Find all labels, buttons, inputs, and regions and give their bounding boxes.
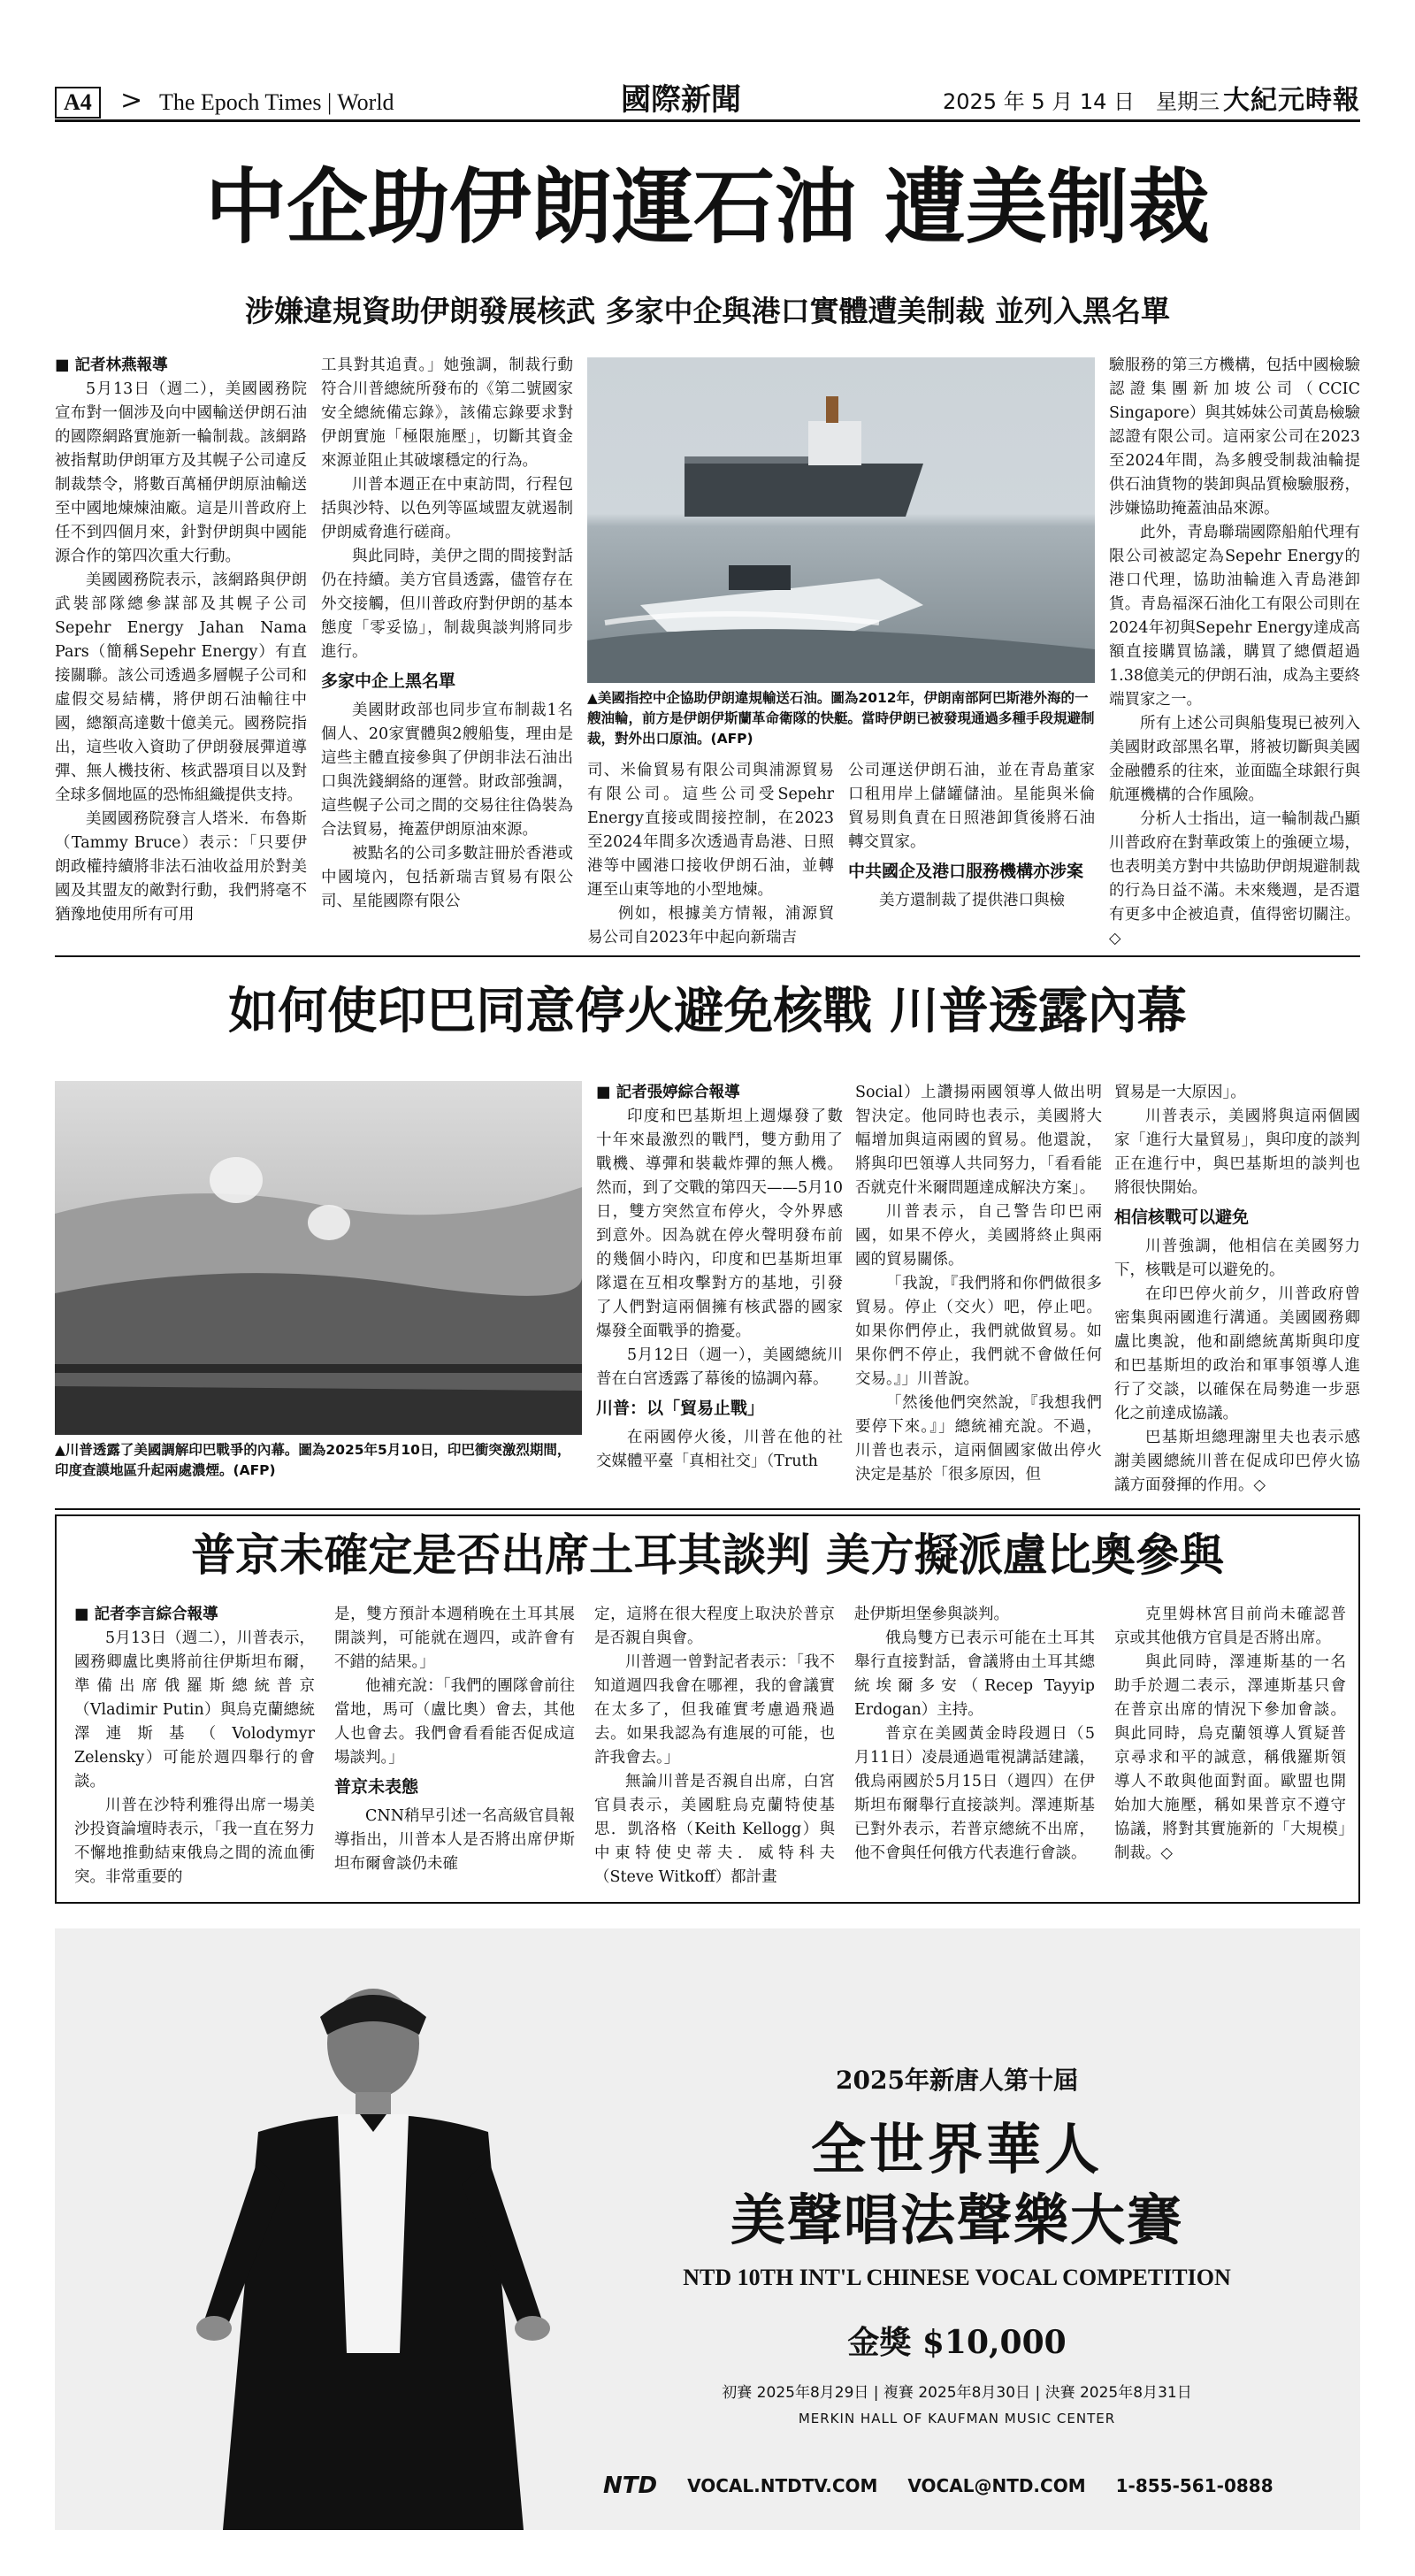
smoke-photo — [55, 1081, 582, 1435]
ad-edition: 2025年新唐人第十屆 — [836, 2066, 1078, 2095]
ad-title-2: 美聲唱法聲樂大賽 — [730, 2188, 1183, 2252]
ad-prize: 金獎 $10,000 — [847, 2324, 1067, 2361]
story2-headline: 如何使印巴同意停火避免核戰 川普透露內幕 — [228, 983, 1187, 1040]
ad-email[interactable]: VOCAL@NTD.COM — [907, 2475, 1086, 2496]
ad-website[interactable]: VOCAL.NTDTV.COM — [687, 2475, 878, 2496]
ad-title-en: NTD 10TH INT'L CHINESE VOCAL COMPETITION — [683, 2265, 1231, 2290]
story1-headline: 中企助伊朗運石油 遭美制裁 — [204, 160, 1211, 255]
issue-date: 2025 年 5 月 14 日 星期三 — [943, 89, 1220, 114]
vocal-competition-ad — [55, 1928, 1360, 2530]
newspaper-logo: 大紀元時報 — [1223, 85, 1360, 116]
story3-col5: 克里姆林宮目前尚未確認普京或其他俄方官員是否將出席。 與此同時，澤連斯基的一名助手於週二表示，澤連斯基只會在普京出席的情況下參加會談。與此同時，烏克蘭領導人質疑普京尋求和平的誠意，稱俄羅斯領導人不敢與他面對面。歐盟也開始加大施壓，稱如果普京不遵守協議，將對其實施新的「大規模」制裁。◇ — [1114, 1606, 1346, 1862]
story3-col1: ■ 記者李言綜合報導 5月13日（週二），川普表示，國務卿盧比奧將前往伊斯坦布爾，準備出席俄羅斯總統普京（Vladimir Putin）與烏克蘭總統澤連斯基（Volodymyr Zelensky）可能於週四舉行的會談。 川普在沙特利雅得出席一場美沙投資論壇時表示，「我一直在努力不懈地推動結束俄烏之間的流血衝突。非常重要的 — [74, 1606, 315, 1886]
story2-col2: Social）上讚揚兩國領導人做出明智決定。他同時也表示，美國將大幅增加與這兩國的貿易。他還說，將與印巴領導人共同努力，「看看能否就克什米爾問題達成解決方案」。 川普表示，自己警告印巴兩國，如果不停火，美國將終止與兩國的貿易關係。 「我說，『我們將和你們做很多貿易。停止（交火）吧，停止吧。如果你們停止，我們就做貿易。如果你們不停止，我們就不會做任何交易。』」川普說。 「然後他們突然說，『我想我們要停下來。』」總統補充說。不過，川普也表示，這兩個國家做出停火決定是基於「很多原因，但 — [855, 1084, 1102, 1484]
story2-col3: 貿易是一大原因」。 川普表示，美國將與這兩個國家「進行大量貿易」，與印度的談判正在進行中，與巴基斯坦的談判也將很快開始。 相信核戰可以避免 川普強調，他相信在美國努力下，核戰是可以避免的。 在印巴停火前夕，川普政府曾密集與兩國進行溝通。美國國務卿盧比奧說，他和副總統萬斯與印度和巴基斯坦的政治和軍事領導人進行了交談，以確保在局勢進一步惡化之前達成協議。 巴基斯坦總理謝里夫也表示感謝美國總統川普在促成印巴停火協議方面發揮的作用。◇ — [1114, 1084, 1360, 1494]
divider — [55, 955, 1360, 957]
page-number: A4 — [55, 87, 101, 119]
story1-col1: ■ 記者林燕報導 5月13日（週二），美國國務院宣布對一個涉及向中國輸送伊朗石油的國際網路實施新一輪制裁。該網路被指幫助伊朗軍方及其幌子公司違反制裁禁令，將數百萬桶伊朗原油輸送至中國地煉煉油廠。這是川普政府上任不到四個月來，針對伊朗與中國能源合作的第四次重大行動。 美國國務院表示，該網路與伊朗武裝部隊總參謀部及其幌子公司 Sepehr Energy Jahan Nama Pars（簡稱Sepehr Energy）有直接關聯。該公司透過多層幌子公司和虛假交易結構，將伊朗石油輸往中國，總額高達數十億美元。國務院指出，這些收入資助了伊朗發展彈道導彈、無人機技術、核武器項目以及對全球多個地區的恐怖組織提供支持。 美國國務院發言人塔米．布魯斯（Tammy Bruce）表示：「只要伊朗政權持續將非法石油收益用於對美國及其盟友的敵對行動，我們將毫不猶豫地使用所有可用 — [55, 356, 307, 924]
story3-headline: 普京未確定是否出席土耳其談判 美方擬派盧比奧參與 — [191, 1530, 1224, 1581]
ad-phone: 1-855-561-0888 — [1115, 2475, 1274, 2496]
story1-photo-caption: ▲美國指控中企協助伊朗違規輸送石油。圖為2012年，伊朗南部阿巴斯港外海的一艘油輪，前方是伊朗伊斯蘭革命衛隊的快艇。當時伊朗已被發現通過多種手段規避制裁，對外出口原油。(AFP) — [587, 690, 1095, 747]
tanker-illustration — [587, 357, 1095, 683]
landscape-illustration — [55, 1081, 582, 1435]
story1-subhead: 涉嫌違規資助伊朗發展核武 多家中企與港口實體遭美制裁 並列入黑名單 — [245, 294, 1170, 328]
chevron-right-icon: > — [120, 85, 143, 116]
ad-title-1: 全世界華人 — [810, 2117, 1103, 2181]
story3-col4: 赴伊斯坦堡參與談判。 俄烏雙方已表示可能在土耳其舉行直接對話，會議將由土耳其總統埃爾多安（Recep Tayyip Erdogan）主持。 普京在美國黃金時段週日（5月11日）凌晨通過電視講話建議，俄烏兩國於5月15日（週四）在伊斯坦布爾舉行直接談判。澤連斯基已對外表示，若普京總統不出席，他不會與任何俄方代表進行會談。 — [854, 1606, 1095, 1862]
ad-schedule: 初賽 2025年8月29日 | 複賽 2025年8月30日 | 決賽 2025年8月31日 — [722, 2384, 1192, 2402]
page-header — [55, 81, 1360, 122]
ntd-logo: NTD — [603, 2472, 658, 2499]
story1-col5: 驗服務的第三方機構，包括中國檢驗認證集團新加坡公司（CCIC Singapore）與其姊妹公司黃島檢驗認證有限公司。這兩家公司在2023至2024年間，為多艘受制裁油輪提供石油貨物的裝卸與品質檢驗服務，涉嫌協助掩蓋油品來源。 此外，青島聯瑞國際船舶代理有限公司被認定為Sepehr Energy的港口代理，協助油輪進入青島港卸貨。青島福深石油化工有限公司則在2024年初與Sepehr Energy達成高額直接購買協議，購買了總價超過1.38億美元的伊朗石油，成為主要終端買家之一。 所有上述公司與船隻現已被列入美國財政部黑名單，將被切斷與美國金融體系的往來，並面臨全球銀行與航運機構的合作風險。 分析人士指出，這一輪制裁凸顯川普政府在對華政策上的強硬立場，也表明美方對中共協助伊朗規避制裁的行為日益不滿。未來幾週，是否還有更多中企被追責，值得密切關注。◇ — [1109, 356, 1360, 947]
story3-col3: 定，這將在很大程度上取決於普京是否親自與會。 川普週一曾對記者表示：「我不知道週四我會在哪裡，我的會議實在太多了，但我確實考慮過飛過去。如果我認為有進展的可能，也許我會去。」 無論川普是否親自出席，白宮官員表示，美國駐烏克蘭特使基思．凱洛格（Keith Kellogg）與中東特使史蒂夫．威特科夫（Steve Witkoff）都計畫 — [594, 1606, 835, 1886]
story1-col2: 工具對其追責。」她強調，制裁行動符合川普總統所發布的《第二號國家安全總統備忘錄》，該備忘錄要求對伊朗實施「極限施壓」，切斷其資金來源並阻止其破壞穩定的行為。 川普本週正在中東訪問，行程包括與沙特、以色列等區域盟友就遏制伊朗威脅進行磋商。 與此同時，美伊之間的間接對話仍在持續。美方官員透露，儘管存在外交接觸，但川普政府對伊朗的基本態度「零妥協」，制裁與談判將同步進行。 多家中企上黑名單 美國財政部也同步宣布制裁1名個人、20家實體與2艘船隻，理由是這些主體直接參與了伊朗非法石油出口與洗錢網絡的運營。財政部強調，這些幌子公司之間的交易往往偽裝為合法貿易，掩蓋伊朗原油來源。 被點名的公司多數註冊於香港或中國境內，包括新瑞吉貿易有限公司、星能國際有限公 — [321, 356, 573, 910]
tanker-photo — [587, 357, 1095, 683]
brand-name: The Epoch Times | World — [159, 89, 394, 115]
singer-illustration — [187, 1982, 559, 2530]
story1-col3: 司、米倫貿易有限公司與浦源貿易有限公司。這些公司受Sepehr Energy直接或間接控制，在2023至2024年間多次透過青島港、日照港等中國港口接收伊朗石油，並轉運至山東等地的小型地煉。 例如，根據美方情報，浦源貿易公司自2023年中起向新瑞吉 — [587, 762, 834, 947]
divider — [55, 1508, 1360, 1510]
ad-contact-bar — [603, 2472, 1328, 2499]
story3-col2: 是，雙方預計本週稍晚在土耳其展開談判，可能就在週四，或許會有不錯的結果。」 他補充說：「我們的團隊會前往當地，馬可（盧比奧）會去，其他人也會去。我們會看看能否促成這場談判。」 普京未表態 CNN稍早引述一名高級官員報導指出，川普本人是否將出席伊斯坦布爾會談仍未確 — [334, 1606, 575, 1873]
ad-venue: MERKIN HALL OF KAUFMAN MUSIC CENTER — [798, 2411, 1116, 2426]
story2-photo-caption: ▲川普透露了美國調解印巴戰爭的內幕。圖為2025年5月10日，印巴衝突激烈期間，印度查謨地區升起兩處濃煙。(AFP) — [55, 1442, 571, 1478]
section-title: 國際新聞 — [621, 82, 741, 118]
story1-col4: 公司運送伊朗石油，並在青島董家口租用岸上儲罐儲油。星能與米倫貿易則負責在日照港卸貨後將石油轉交買家。 中共國企及港口服務機構亦涉案 美方還制裁了提供港口與檢 — [848, 762, 1095, 909]
story2-col1: ■ 記者張婷綜合報導 印度和巴基斯坦上週爆發了數十年來最激烈的戰鬥，雙方動用了戰機、導彈和裝載炸彈的無人機。然而，到了交戰的第四天——5月10日，雙方突然宣布停火，令外界感到意外。因為就在停火聲明發布前的幾個小時內，印度和巴基斯坦軍隊還在互相攻擊對方的基地，引發了人們對這兩個擁有核武器的國家爆發全面戰爭的擔憂。 5月12日（週一），美國總統川普在白宮透露了幕後的協調內幕。 川普：以「貿易止戰」 在兩國停火後，川普在他的社交媒體平臺「真相社交」（Truth — [596, 1084, 843, 1470]
